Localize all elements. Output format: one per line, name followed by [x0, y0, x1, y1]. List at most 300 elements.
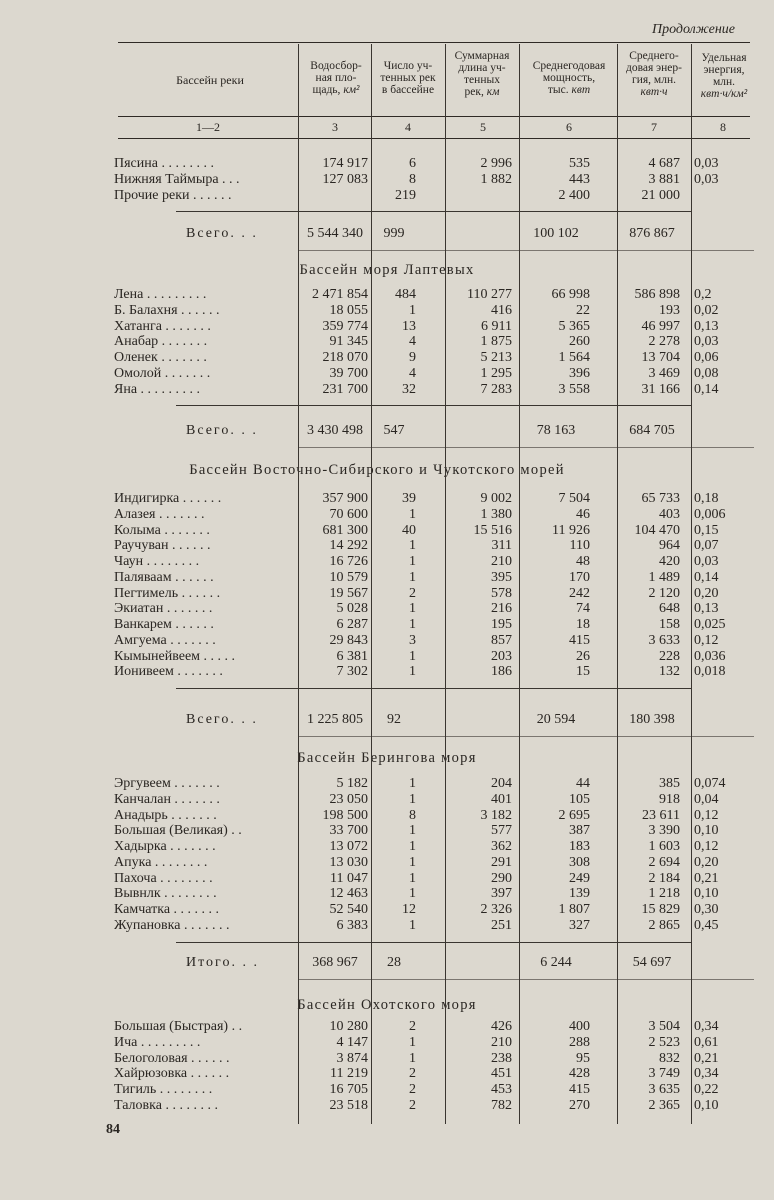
total-cell: 547	[383, 423, 405, 438]
table-cell: 13 072	[329, 839, 368, 854]
table-cell: 4 147	[336, 1034, 368, 1050]
table-cell: 46	[576, 506, 590, 522]
table-cell: 158	[659, 617, 680, 632]
table-cell: 2 996	[480, 156, 512, 171]
total-label: Всего. . .	[186, 423, 258, 438]
table-cell: 3 390	[648, 823, 680, 839]
total-cell: 78 163	[536, 423, 576, 438]
river-name: Тигиль . . . . . . . .	[114, 1082, 213, 1097]
river-name: Анадырь . . . . . . .	[114, 807, 217, 823]
table-cell: 2	[409, 1066, 416, 1082]
river-name: Оленек . . . . . . .	[114, 350, 207, 365]
table-cell: 0,03	[694, 334, 719, 350]
total-rule	[176, 688, 298, 689]
river-name: Камчатка . . . . . . .	[114, 902, 220, 917]
table-cell: 5 213	[480, 350, 512, 365]
table-cell: 1	[409, 839, 416, 854]
header-text: Число уч-	[383, 60, 433, 72]
table-cell: 39	[402, 491, 416, 506]
table-cell: 6 381	[336, 648, 368, 664]
column-divider	[445, 44, 446, 1124]
table-cell: 0,025	[694, 617, 726, 632]
table-cell: 183	[569, 839, 590, 854]
river-name: Ионивеем . . . . . . .	[114, 664, 223, 680]
river-name: Большая (Великая) . .	[114, 823, 242, 839]
total-rule	[298, 250, 754, 251]
table-cell: 0,30	[694, 902, 719, 917]
table-cell: 32	[402, 381, 416, 397]
river-name: Канчалан . . . . . . .	[114, 791, 220, 807]
table-cell: 210	[491, 554, 512, 569]
table-cell: 5 182	[336, 776, 368, 791]
table-cell: 0,61	[694, 1034, 719, 1050]
table-cell: 428	[569, 1066, 590, 1082]
column-number: 7	[651, 120, 657, 134]
table-cell: 22	[576, 302, 590, 318]
river-name: Раучуван . . . . . .	[114, 538, 211, 554]
table-cell: 110	[569, 538, 590, 554]
table-cell: 12 463	[329, 886, 368, 902]
total-cell: 3 430 498	[307, 423, 363, 438]
table-cell: 2 471 854	[312, 287, 368, 302]
table-cell: 29 843	[329, 632, 368, 648]
table-cell: 218 070	[322, 350, 368, 365]
section-title: Бассейн моря Лаптевых	[299, 262, 475, 278]
table-cell: 1 875	[480, 334, 512, 350]
table-cell: 1	[409, 776, 416, 791]
table-cell: 15 829	[641, 902, 680, 917]
table-cell: 2	[409, 585, 416, 601]
total-rule	[298, 979, 754, 980]
table-cell: 1	[409, 601, 416, 617]
table-cell: 1 295	[480, 365, 512, 381]
table-cell: 238	[491, 1050, 512, 1066]
header-mean-power	[520, 60, 618, 96]
table-cell: 0,074	[694, 776, 726, 791]
table-cell: 10 280	[329, 1019, 368, 1034]
table-cell: 19 567	[329, 585, 368, 601]
table-cell: 2 695	[558, 807, 590, 823]
header-unit: км²	[343, 84, 360, 96]
header-text: Удельная	[701, 52, 747, 64]
table-cell: 443	[569, 171, 590, 187]
header-text: длина уч-	[458, 62, 506, 74]
table-cell: 0,018	[694, 664, 726, 680]
river-name: Ича . . . . . . . . .	[114, 1034, 201, 1050]
table-cell: 132	[659, 664, 680, 680]
river-name: Эргувеем . . . . . . .	[114, 776, 220, 791]
table-cell: 0,2	[694, 287, 712, 302]
table-cell: 2 184	[648, 870, 680, 886]
page-number: 84	[106, 1122, 120, 1137]
table-cell: 396	[569, 365, 590, 381]
river-name: Нижняя Таймыра . . .	[114, 171, 240, 187]
table-cell: 3 633	[648, 632, 680, 648]
section-title: Бассейн Берингова моря	[297, 750, 477, 766]
table-cell: 18	[576, 617, 590, 632]
column-divider	[298, 44, 299, 1124]
table-cell: 23 050	[329, 791, 368, 807]
table-cell: 1	[409, 302, 416, 318]
table-cell: 5 028	[336, 601, 368, 617]
table-cell: 3 558	[558, 381, 590, 397]
table-cell: 484	[395, 287, 416, 302]
table-cell: 260	[569, 334, 590, 350]
header-text: ная пло-	[315, 72, 357, 84]
total-label: Всего. . .	[186, 226, 258, 241]
table-cell: 15	[576, 664, 590, 680]
table-cell: 21 000	[641, 187, 680, 203]
river-name: Пясина . . . . . . . .	[114, 156, 214, 171]
table-cell: 0,03	[694, 171, 719, 187]
total-cell: 368 967	[312, 955, 358, 970]
table-cell: 127 083	[322, 171, 368, 187]
column-number: 6	[566, 120, 572, 134]
table-cell: 0,14	[694, 569, 719, 585]
table-cell: 362	[491, 839, 512, 854]
table-cell: 1 564	[558, 350, 590, 365]
header-text: мощность,	[542, 72, 596, 84]
section-title: Бассейн Восточно-Сибирского и Чукотского морей	[189, 462, 565, 478]
table-cell: 577	[491, 823, 512, 839]
total-cell: 28	[387, 955, 401, 970]
table-cell: 0,12	[694, 807, 719, 823]
table-cell: 1	[409, 854, 416, 870]
table-cell: 26	[576, 648, 590, 664]
table-cell: 2 365	[648, 1097, 680, 1113]
table-cell: 0,04	[694, 791, 719, 807]
table-cell: 1 218	[648, 886, 680, 902]
header-total-length	[446, 50, 518, 98]
table-cell: 0,20	[694, 854, 719, 870]
header-mid-rule	[118, 116, 750, 117]
table-cell: 0,14	[694, 381, 719, 397]
table-cell: 174 917	[322, 156, 368, 171]
table-cell: 1	[409, 569, 416, 585]
table-cell: 1	[409, 823, 416, 839]
table-cell: 3 874	[336, 1050, 368, 1066]
table-cell: 535	[569, 156, 590, 171]
table-cell: 7 504	[558, 491, 590, 506]
table-cell: 3 504	[648, 1019, 680, 1034]
river-name: Ванкарем . . . . . .	[114, 617, 214, 632]
river-name: Апука . . . . . . . .	[114, 854, 208, 870]
table-cell: 74	[576, 601, 590, 617]
table-cell: 0,03	[694, 554, 719, 569]
header-text: млн.	[712, 76, 736, 88]
table-cell: 270	[569, 1097, 590, 1113]
header-text: Среднего-	[629, 50, 679, 62]
column-divider	[519, 44, 520, 1124]
section-title: Бассейн Охотского моря	[297, 997, 477, 1013]
table-cell: 0,10	[694, 1097, 719, 1113]
table-cell: 2 694	[648, 854, 680, 870]
table-cell: 13 704	[641, 350, 680, 365]
table-cell: 0,07	[694, 538, 719, 554]
table-cell: 1	[409, 506, 416, 522]
table-cell: 3 881	[648, 171, 680, 187]
total-cell: 180 398	[629, 712, 675, 727]
table-cell: 400	[569, 1019, 590, 1034]
table-cell: 46 997	[641, 318, 680, 334]
total-cell: 684 705	[629, 423, 675, 438]
table-cell: 288	[569, 1034, 590, 1050]
river-name: Омолой . . . . . . .	[114, 365, 211, 381]
table-cell: 397	[491, 886, 512, 902]
river-name: Лена . . . . . . . . .	[114, 287, 207, 302]
column-number: 3	[332, 120, 338, 134]
table-cell: 44	[576, 776, 590, 791]
header-mean-energy	[618, 50, 690, 98]
table-cell: 10 579	[329, 569, 368, 585]
total-cell: 5 544 340	[307, 226, 363, 241]
table-cell: 8	[409, 171, 416, 187]
column-number: 5	[480, 120, 486, 134]
table-cell: 832	[659, 1050, 680, 1066]
table-cell: 2 326	[480, 902, 512, 917]
column-number: 8	[720, 120, 726, 134]
header-text: тенных рек	[380, 72, 436, 84]
river-name: Хадырка . . . . . . .	[114, 839, 216, 854]
table-cell: 4 687	[648, 156, 680, 171]
header-text: Водосбор-	[310, 60, 362, 72]
header-text: энергия,	[703, 64, 745, 76]
header-text: рек,	[464, 86, 484, 98]
table-cell: 1	[409, 791, 416, 807]
column-number: 4	[405, 120, 411, 134]
river-name: Хайрюзовка . . . . . .	[114, 1066, 230, 1082]
total-rule	[298, 405, 692, 406]
header-catchment	[300, 60, 372, 96]
total-rule	[298, 211, 692, 212]
table-cell: 251	[491, 917, 512, 933]
table-cell: 5 365	[558, 318, 590, 334]
table-cell: 9	[409, 350, 416, 365]
header-text: гия, млн.	[632, 74, 676, 86]
river-name: Экиатан . . . . . . .	[114, 601, 213, 617]
table-cell: 1	[409, 870, 416, 886]
table-cell: 228	[659, 648, 680, 664]
table-cell: 242	[569, 585, 590, 601]
table-cell: 216	[491, 601, 512, 617]
header-text: Суммарная	[454, 50, 510, 62]
header-river-count	[372, 60, 444, 96]
table-cell: 1 380	[480, 506, 512, 522]
river-name: Анабар . . . . . . .	[114, 334, 208, 350]
river-name: Прочие реки . . . . . .	[114, 187, 232, 203]
table-cell: 110 277	[467, 287, 512, 302]
table-cell: 964	[659, 538, 680, 554]
table-cell: 578	[491, 585, 512, 601]
table-cell: 18 055	[329, 302, 368, 318]
table-cell: 857	[491, 632, 512, 648]
table-cell: 1	[409, 617, 416, 632]
table-cell: 14 292	[329, 538, 368, 554]
table-cell: 2	[409, 1082, 416, 1097]
table-cell: 0,20	[694, 585, 719, 601]
table-cell: 918	[659, 791, 680, 807]
table-cell: 2	[409, 1097, 416, 1113]
river-name: Пахоча . . . . . . . .	[114, 870, 213, 886]
table-cell: 426	[491, 1019, 512, 1034]
table-cell: 105	[569, 791, 590, 807]
total-rule	[298, 447, 754, 448]
table-cell: 95	[576, 1050, 590, 1066]
table-cell: 357 900	[322, 491, 368, 506]
table-cell: 6 383	[336, 917, 368, 933]
river-name: Колыма . . . . . . .	[114, 522, 210, 538]
table-cell: 359 774	[322, 318, 368, 334]
table-cell: 0,13	[694, 318, 719, 334]
table-cell: 1	[409, 917, 416, 933]
table-cell: 0,12	[694, 632, 719, 648]
table-cell: 0,13	[694, 601, 719, 617]
total-cell: 54 697	[632, 955, 672, 970]
table-cell: 453	[491, 1082, 512, 1097]
table-cell: 0,036	[694, 648, 726, 664]
table-cell: 2 120	[648, 585, 680, 601]
table-cell: 7 302	[336, 664, 368, 680]
header-top-rule	[118, 42, 750, 43]
table-cell: 0,08	[694, 365, 719, 381]
table-cell: 1	[409, 664, 416, 680]
total-label: Всего. . .	[186, 712, 258, 727]
total-rule	[176, 405, 298, 406]
table-cell: 198 500	[322, 807, 368, 823]
table-cell: 1	[409, 538, 416, 554]
table-cell: 2 523	[648, 1034, 680, 1050]
table-cell: 403	[659, 506, 680, 522]
table-cell: 11 926	[552, 522, 590, 538]
table-cell: 1 489	[648, 569, 680, 585]
table-cell: 0,22	[694, 1082, 719, 1097]
table-cell: 648	[659, 601, 680, 617]
column-number: 1—2	[196, 120, 220, 134]
table-cell: 48	[576, 554, 590, 569]
table-cell: 2 865	[648, 917, 680, 933]
table-cell: 3	[409, 632, 416, 648]
table-cell: 1 807	[558, 902, 590, 917]
header-unit: км	[486, 86, 500, 98]
table-cell: 1	[409, 1050, 416, 1066]
header-basin: Бассейн реки	[176, 73, 244, 87]
table-cell: 420	[659, 554, 680, 569]
total-cell: 100 102	[533, 226, 579, 241]
table-cell: 681 300	[322, 522, 368, 538]
header-unit: квт·ч/км²	[700, 88, 748, 100]
header-bottom-rule	[118, 138, 750, 139]
total-cell: 20 594	[536, 712, 576, 727]
header-text: тыс.	[547, 84, 569, 96]
table-cell: 2 278	[648, 334, 680, 350]
table-cell: 13 030	[329, 854, 368, 870]
table-cell: 4	[409, 334, 416, 350]
table-cell: 401	[491, 791, 512, 807]
table-cell: 327	[569, 917, 590, 933]
table-cell: 6 287	[336, 617, 368, 632]
total-cell: 6 244	[540, 955, 572, 970]
table-cell: 0,45	[694, 917, 719, 933]
header-text: в бассейне	[381, 84, 435, 96]
table-cell: 70 600	[329, 506, 368, 522]
table-cell: 204	[491, 776, 512, 791]
table-cell: 91 345	[329, 334, 368, 350]
total-cell: 92	[387, 712, 401, 727]
table-cell: 0,15	[694, 522, 719, 538]
table-cell: 39 700	[329, 365, 368, 381]
table-cell: 249	[569, 870, 590, 886]
table-cell: 6 911	[481, 318, 512, 334]
total-cell: 876 867	[629, 226, 675, 241]
total-label: Итого. . .	[186, 955, 259, 970]
total-cell: 1 225 805	[307, 712, 363, 727]
river-name: Индигирка . . . . . .	[114, 491, 222, 506]
table-cell: 290	[491, 870, 512, 886]
header-unit: квт	[571, 84, 591, 96]
table-cell: 415	[569, 1082, 590, 1097]
table-cell: 3 749	[648, 1066, 680, 1082]
header-text: тенных	[464, 74, 500, 86]
column-divider	[617, 44, 618, 1124]
column-divider	[691, 44, 692, 1124]
table-cell: 451	[491, 1066, 512, 1082]
river-name: Большая (Быстрая) . .	[114, 1019, 243, 1034]
table-cell: 0,10	[694, 823, 719, 839]
table-cell: 3 635	[648, 1082, 680, 1097]
river-name: Б. Балахня . . . . . .	[114, 302, 220, 318]
table-cell: 0,21	[694, 870, 719, 886]
table-cell: 16 705	[329, 1082, 368, 1097]
header-text: щадь,	[312, 84, 341, 96]
table-cell: 1	[409, 886, 416, 902]
header-specific-energy	[692, 52, 756, 100]
table-cell: 12	[402, 902, 416, 917]
column-divider	[371, 44, 372, 1124]
table-cell: 170	[569, 569, 590, 585]
table-cell: 1 882	[480, 171, 512, 187]
table-cell: 210	[491, 1034, 512, 1050]
table-cell: 40	[402, 522, 416, 538]
total-cell: 999	[383, 226, 405, 241]
header-text: довая энер-	[626, 62, 682, 74]
continuation-label: Продолжение	[652, 22, 735, 37]
header-text: Среднегодовая	[532, 60, 606, 72]
river-name: Яна . . . . . . . . .	[114, 381, 201, 397]
table-cell: 0,006	[694, 506, 726, 522]
table-cell: 291	[491, 854, 512, 870]
header-unit: квт·ч	[640, 86, 668, 98]
table-cell: 23 518	[329, 1097, 368, 1113]
table-cell: 0,06	[694, 350, 719, 365]
table-cell: 219	[395, 187, 416, 203]
table-cell: 8	[409, 807, 416, 823]
table-cell: 104 470	[634, 522, 680, 538]
table-cell: 33 700	[329, 823, 368, 839]
river-name: Таловка . . . . . . . .	[114, 1097, 218, 1113]
table-cell: 52 540	[329, 902, 368, 917]
table-cell: 3 182	[480, 807, 512, 823]
table-cell: 231 700	[322, 381, 368, 397]
table-cell: 0,21	[694, 1050, 719, 1066]
table-cell: 16 726	[329, 554, 368, 569]
table-cell: 0,10	[694, 886, 719, 902]
table-cell: 1	[409, 648, 416, 664]
river-name: Алазея . . . . . . .	[114, 506, 205, 522]
total-rule	[298, 736, 754, 737]
table-cell: 2 400	[558, 187, 590, 203]
table-cell: 15 516	[473, 522, 512, 538]
river-name: Белоголовая . . . . . .	[114, 1050, 230, 1066]
